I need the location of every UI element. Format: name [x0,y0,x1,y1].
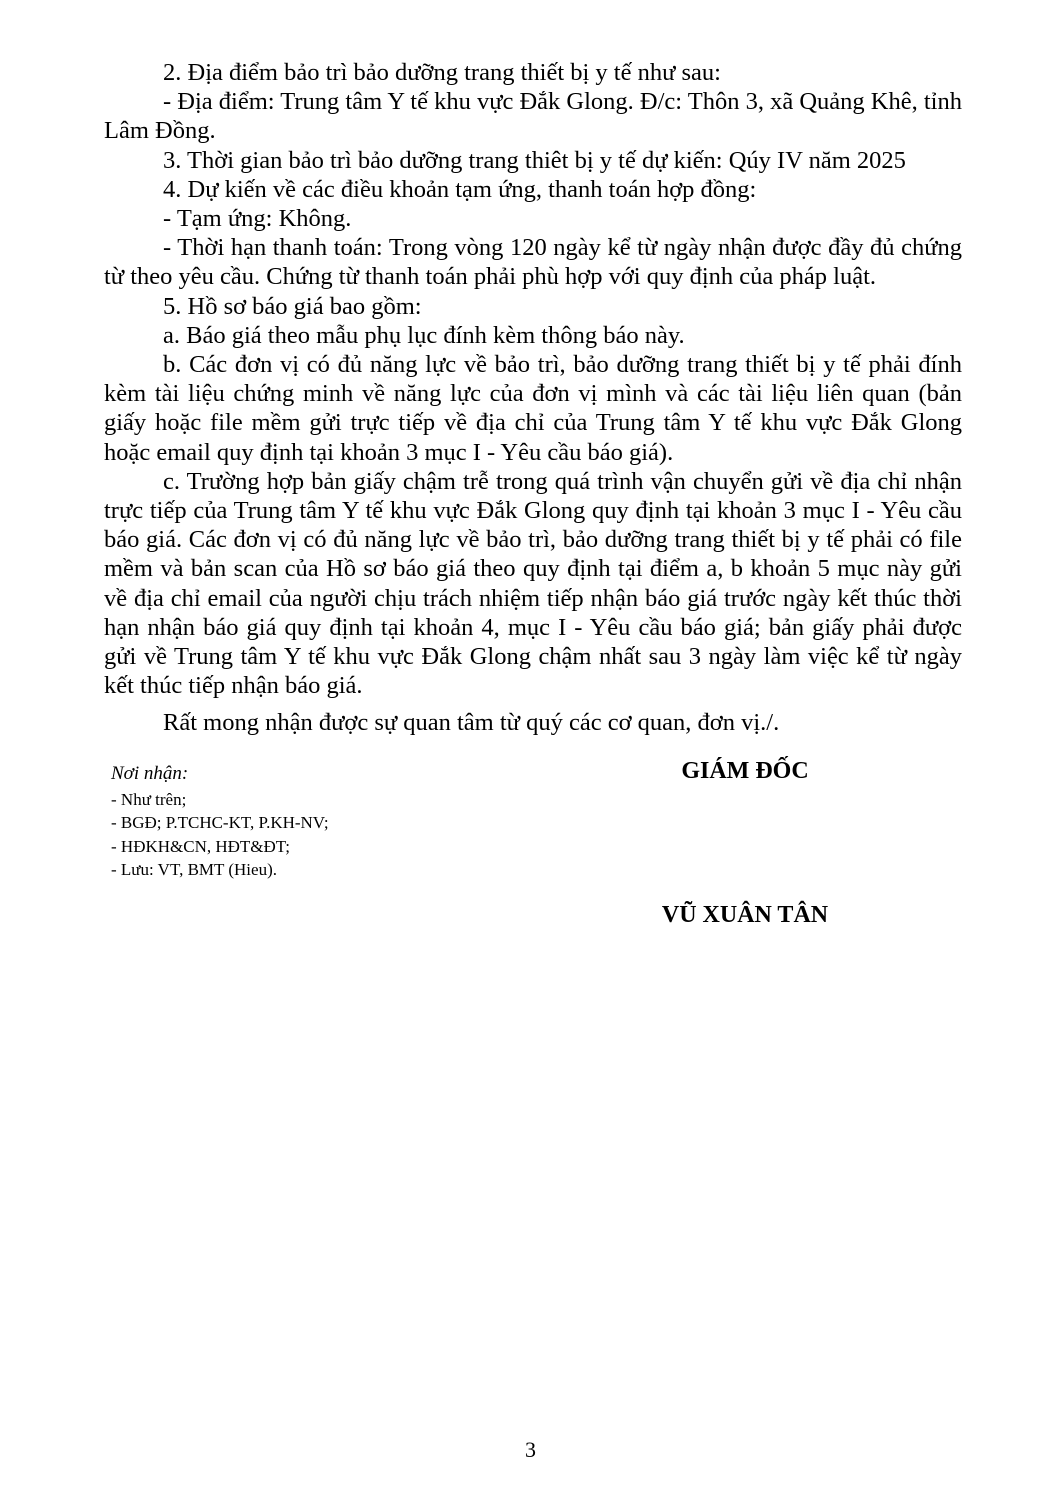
signature-block [600,758,890,928]
paragraph-closing: Rất mong nhận được sự quan tâm từ quý các cơ quan, đơn vị./. [163,709,780,737]
recipients-block [111,762,531,882]
recipient-item: - BGĐ; P.TCHC-KT, P.KH-NV; [111,813,329,832]
paragraph-time: 3. Thời gian bảo trì bảo dưỡng trang thiêt bị y tế dự kiến: Qúy IV năm 2025 [163,146,906,174]
paragraph-advance: - Tạm ứng: Không. [163,205,352,233]
recipients-heading: Nơi nhận: [111,763,189,784]
signer-name: VŨ XUÂN TÂN [661,902,829,928]
recipient-item: - HĐKH&CN, HĐT&ĐT; [111,836,290,856]
paragraph-dossier-b: b. Các đơn vị có đủ năng lực về bảo trì, bảo dưỡng trang thiết bị y tế phải đính kèm tài liệu chứng minh về năng lực của đơn vị mình và các tài liệu liên quan (bản giấy hoặc file mềm gửi trực tiếp về địa chỉ của Trung tâm Y tế khu vực Đắk Glong hoặc email quy định tại khoản 3 mục I - Yêu cầu báo giá). [104,351,962,466]
paragraph-dossier-c: c. Trường hợp bản giấy chậm trễ trong quá trình vận chuyển gửi về địa chỉ nhận trực tiếp của Trung tâm Y tế khu vực Đắk Glong quy định tại khoản 3 mục I - Yêu cầu báo giá. Các đơn vị có đủ năng lực về bảo trì, bảo dưỡng trang thiết bị y tế phải có file mềm và bản scan của Hồ sơ báo giá theo quy định tại điểm a, b khoản 5 mục này gửi về địa chỉ email của người chịu trách nhiệm tiếp nhận báo giá trước ngày kết thúc thời hạn nhận báo giá quy định tại khoản 4, mục I - Yêu cầu báo giá; bản giấy phải được gửi về Trung tâm Y tế khu vực Đắk Glong chậm nhất sau 3 ngày làm việc kể từ ngày kết thúc tiếp nhận báo giá. [104,467,962,700]
paragraph-location-detail: - Địa điểm: Trung tâm Y tế khu vực Đắk Glong. Đ/c: Thôn 3, xã Quảng Khê, tỉnh Lâm Đồng. [104,88,962,145]
document-body [104,58,962,738]
paragraph-dossier-a: a. Báo giá theo mẫu phụ lục đính kèm thông báo này. [163,321,685,349]
paragraph-payment-terms-heading: 4. Dự kiến về các điều khoản tạm ứng, thanh toán hợp đồng: [163,175,757,203]
paragraph-location-heading: 2. Địa điểm bảo trì bảo dưỡng trang thiết bị y tế như sau: [163,59,721,86]
recipient-item: - Như trên; [111,789,187,809]
recipients-list [111,788,531,882]
recipient-item: - Lưu: VT, BMT (Hieu). [111,860,277,879]
signature-title: GIÁM ĐỐC [681,758,809,784]
paragraph-dossier-heading: 5. Hồ sơ báo giá bao gồm: [163,292,422,320]
paragraph-payment-deadline: - Thời hạn thanh toán: Trong vòng 120 ngày kể từ ngày nhận được đầy đủ chứng từ theo yêu cầu. Chứng từ thanh toán phải phù hợp với quy định của pháp luật. [104,234,962,291]
page-number: 3 [525,1437,536,1462]
